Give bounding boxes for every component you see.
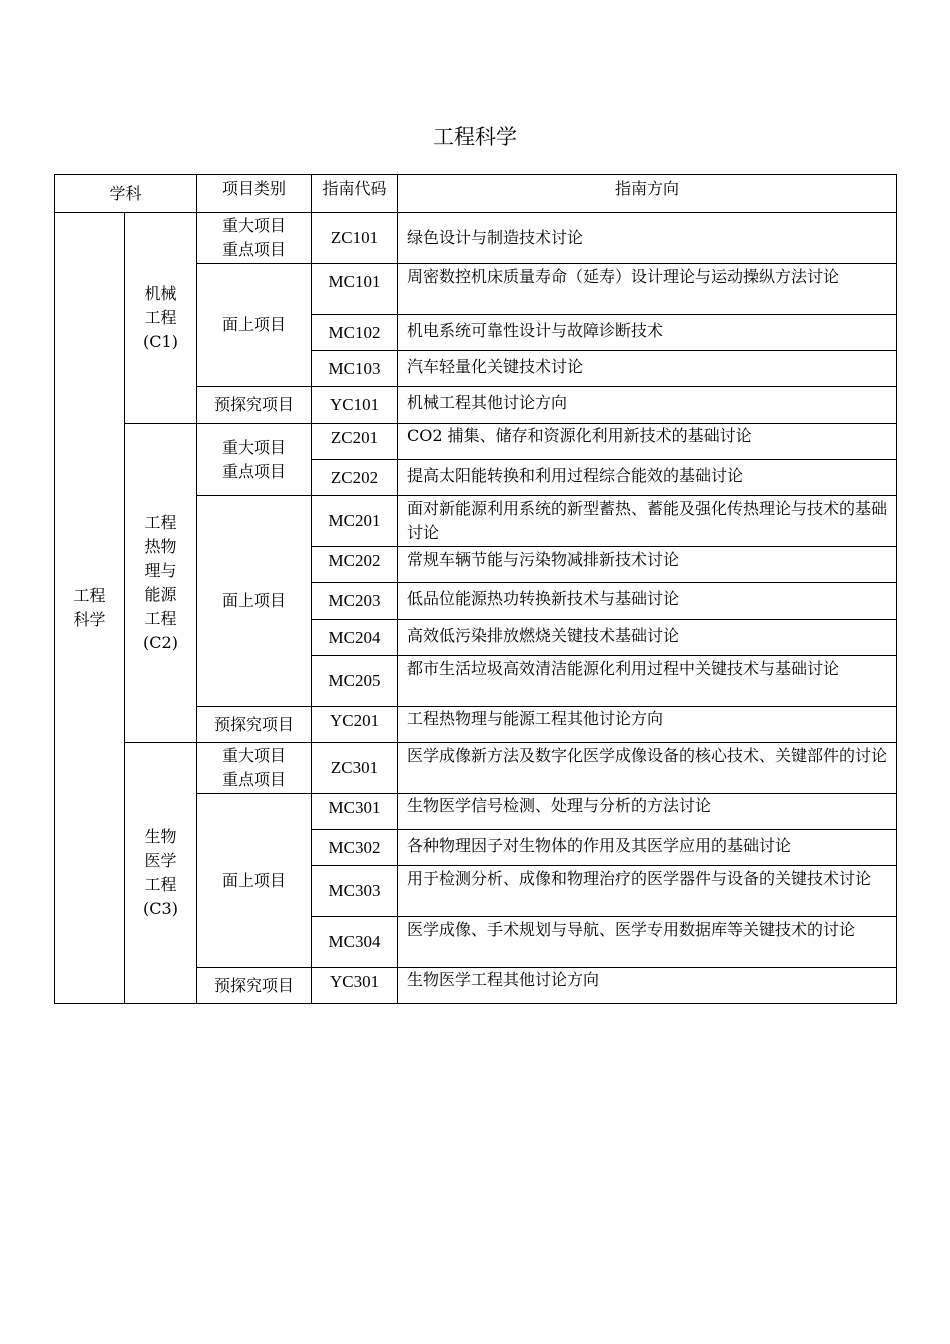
header-direction: 指南方向 bbox=[398, 175, 897, 213]
guide-direction: 机电系统可靠性设计与故障诊断技术 bbox=[398, 315, 897, 351]
table-row bbox=[55, 743, 897, 794]
guide-code: MC304 bbox=[312, 917, 398, 968]
guide-code: YC101 bbox=[312, 387, 398, 424]
guide-table bbox=[54, 174, 897, 1004]
guide-code: ZC202 bbox=[312, 460, 398, 496]
subfield-c1: 机械 工程 (C1) bbox=[125, 213, 197, 424]
guide-code: ZC101 bbox=[312, 213, 398, 264]
guide-code: MC205 bbox=[312, 656, 398, 707]
guide-direction: 面对新能源利用系统的新型蓄热、蓄能及强化传热理论与技术的基础讨论 bbox=[398, 496, 897, 547]
guide-direction: 汽车轻量化关键技术讨论 bbox=[398, 351, 897, 387]
header-code: 指南代码 bbox=[312, 175, 398, 213]
guide-code: MC303 bbox=[312, 866, 398, 917]
guide-code: MC102 bbox=[312, 315, 398, 351]
table-row bbox=[55, 424, 897, 460]
guide-code: ZC301 bbox=[312, 743, 398, 794]
category-pre: 预探究项目 bbox=[197, 387, 312, 424]
guide-direction: 工程热物理与能源工程其他讨论方向 bbox=[398, 707, 897, 743]
guide-direction: 提高太阳能转换和利用过程综合能效的基础讨论 bbox=[398, 460, 897, 496]
guide-code: MC101 bbox=[312, 264, 398, 315]
page-title: 工程科学 bbox=[433, 125, 517, 149]
table-row bbox=[55, 213, 897, 264]
header-category: 项目类别 bbox=[197, 175, 312, 213]
guide-direction: 周密数控机床质量寿命（延寿）设计理论与运动操纵方法讨论 bbox=[398, 264, 897, 315]
guide-code: MC202 bbox=[312, 547, 398, 583]
category-general: 面上项目 bbox=[197, 264, 312, 387]
category-general: 面上项目 bbox=[197, 496, 312, 707]
header-discipline: 学科 bbox=[55, 175, 197, 213]
guide-code: MC204 bbox=[312, 620, 398, 656]
category-key: 重大项目 重点项目 bbox=[197, 213, 312, 264]
guide-direction: 低品位能源热功转换新技术与基础讨论 bbox=[398, 583, 897, 620]
guide-direction: CO2 捕集、储存和资源化利用新技术的基础讨论 bbox=[398, 424, 897, 460]
category-general: 面上项目 bbox=[197, 794, 312, 968]
guide-code: MC201 bbox=[312, 496, 398, 547]
category-pre: 预探究项目 bbox=[197, 707, 312, 743]
guide-direction: 各种物理因子对生物体的作用及其医学应用的基础讨论 bbox=[398, 830, 897, 866]
header-row bbox=[55, 175, 897, 213]
guide-direction: 都市生活垃圾高效清洁能源化利用过程中关键技术与基础讨论 bbox=[398, 656, 897, 707]
guide-direction: 医学成像新方法及数字化医学成像设备的核心技术、关键部件的讨论 bbox=[398, 743, 897, 794]
guide-direction: 绿色设计与制造技术讨论 bbox=[398, 213, 897, 264]
category-key: 重大项目 重点项目 bbox=[197, 424, 312, 496]
discipline-cell: 工程 科学 bbox=[55, 213, 125, 1004]
subfield-c3: 生物 医学 工程 (C3) bbox=[125, 743, 197, 1004]
subfield-c2: 工程 热物 理与 能源 工程 (C2) bbox=[125, 424, 197, 743]
guide-direction: 生物医学工程其他讨论方向 bbox=[398, 968, 897, 1004]
guide-direction: 高效低污染排放燃烧关键技术基础讨论 bbox=[398, 620, 897, 656]
guide-code: MC103 bbox=[312, 351, 398, 387]
guide-direction: 用于检测分析、成像和物理治疗的医学器件与设备的关键技术讨论 bbox=[398, 866, 897, 917]
guide-direction: 机械工程其他讨论方向 bbox=[398, 387, 897, 424]
guide-code: YC301 bbox=[312, 968, 398, 1004]
guide-code: MC203 bbox=[312, 583, 398, 620]
guide-code: MC301 bbox=[312, 794, 398, 830]
guide-direction: 生物医学信号检测、处理与分析的方法讨论 bbox=[398, 794, 897, 830]
guide-direction: 医学成像、手术规划与导航、医学专用数据库等关键技术的讨论 bbox=[398, 917, 897, 968]
guide-code: YC201 bbox=[312, 707, 398, 743]
guide-direction: 常规车辆节能与污染物减排新技术讨论 bbox=[398, 547, 897, 583]
guide-code: MC302 bbox=[312, 830, 398, 866]
category-key: 重大项目 重点项目 bbox=[197, 743, 312, 794]
guide-code: ZC201 bbox=[312, 424, 398, 460]
category-pre: 预探究项目 bbox=[197, 968, 312, 1004]
